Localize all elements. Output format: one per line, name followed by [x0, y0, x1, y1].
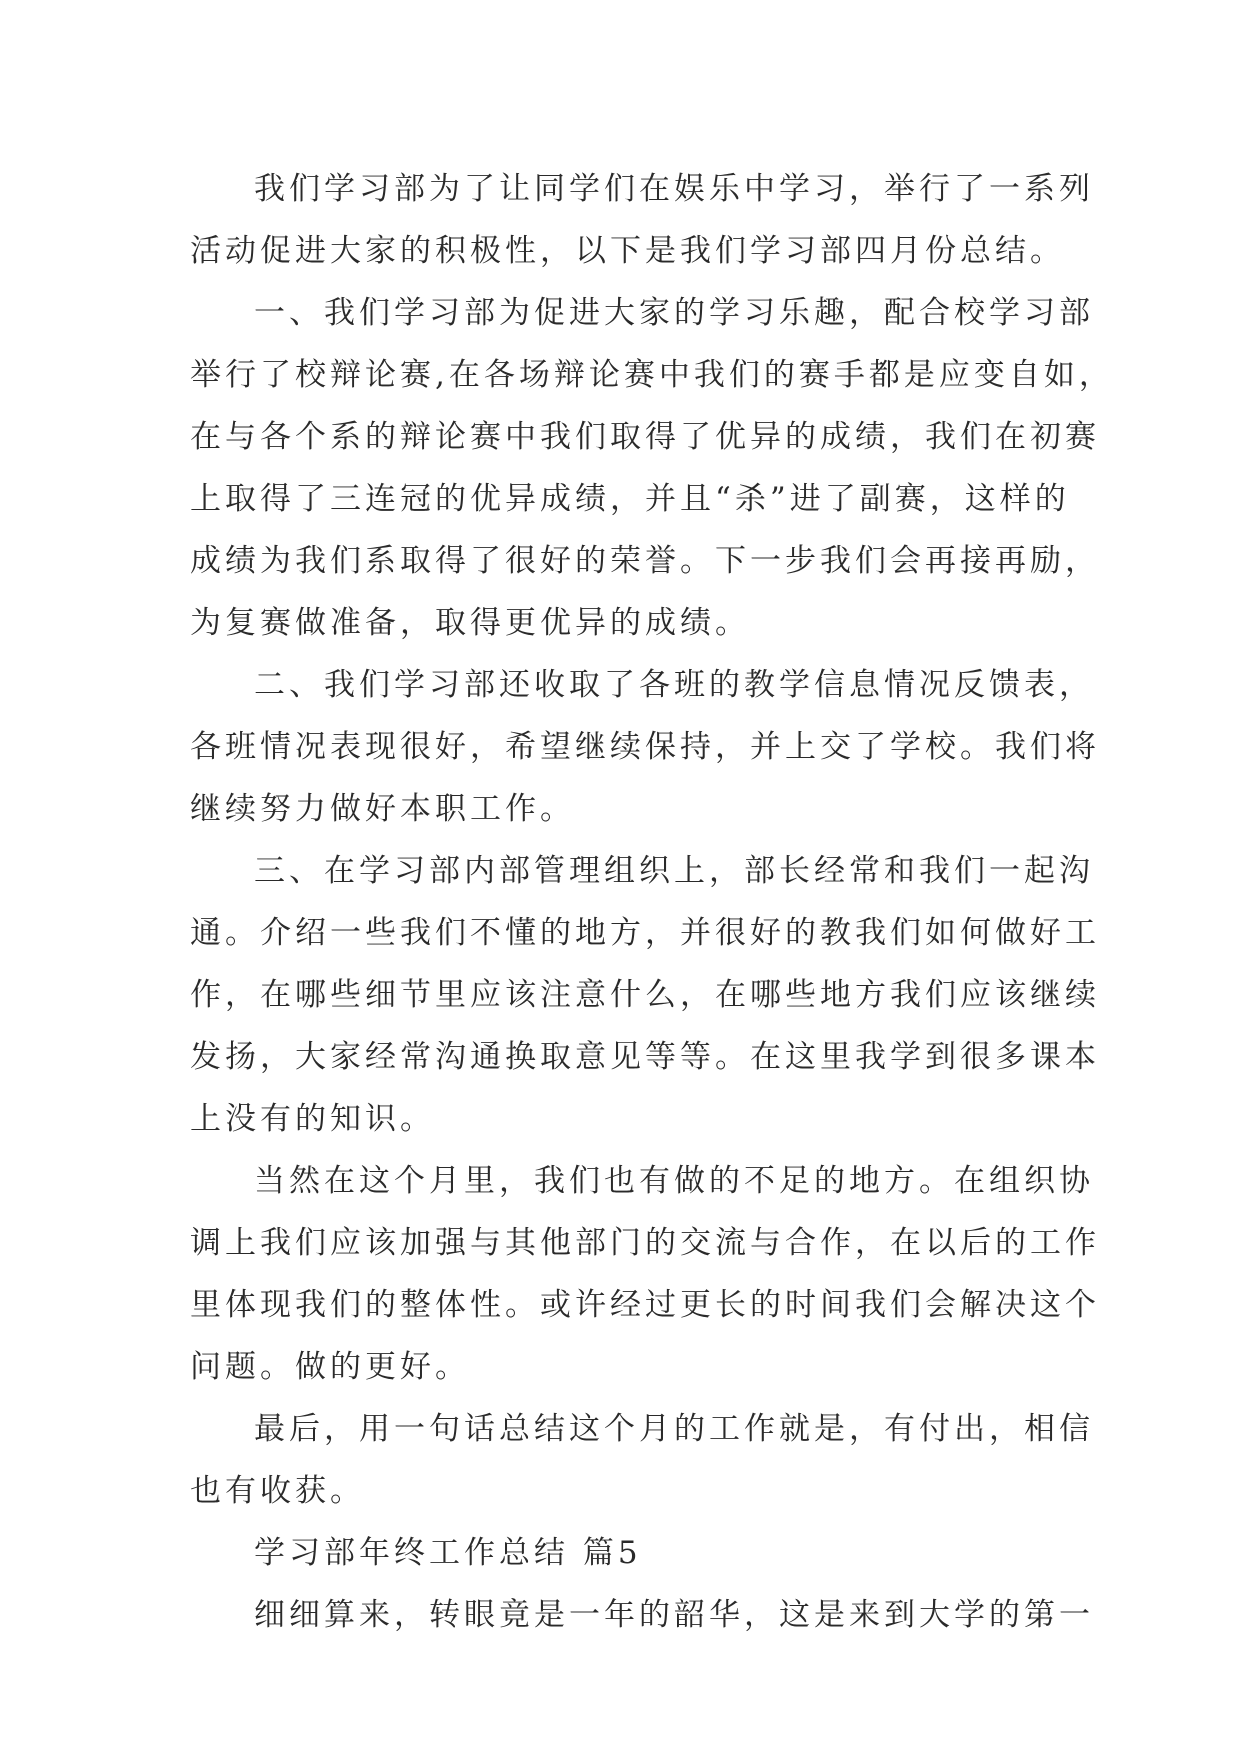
paragraph-line: 当然在这个月里，我们也有做的不足的地方。在组织协: [254, 1163, 1094, 1199]
paragraph-line: 成绩为我们系取得了很好的荣誉。下一步我们会再接再励，: [190, 543, 1100, 579]
paragraph-line: 通。介绍一些我们不懂的地方，并很好的教我们如何做好工: [190, 915, 1100, 951]
paragraph-line: 上没有的知识。: [190, 1101, 435, 1137]
paragraph-line: 上取得了三连冠的优异成绩，并且“杀”进了副赛，这样的: [190, 481, 1070, 517]
paragraph-line: 调上我们应该加强与其他部门的交流与合作，在以后的工作: [190, 1225, 1100, 1261]
section-heading: 学习部年终工作总结 篇5: [254, 1535, 642, 1571]
paragraph-line: 我们学习部为了让同学们在娱乐中学习，举行了一系列: [254, 171, 1094, 207]
paragraph-line: 也有收获。: [190, 1473, 365, 1509]
paragraph-line: 二、我们学习部还收取了各班的教学信息情况反馈表，: [254, 667, 1094, 703]
paragraph-line: 继续努力做好本职工作。: [190, 791, 575, 827]
paragraph-line: 作，在哪些细节里应该注意什么，在哪些地方我们应该继续: [190, 977, 1100, 1013]
paragraph-line: 三、在学习部内部管理组织上，部长经常和我们一起沟: [254, 853, 1094, 889]
document-body: [190, 158, 1114, 1646]
paragraph-line: 活动促进大家的积极性，以下是我们学习部四月份总结。: [190, 233, 1065, 269]
paragraph-line: 最后，用一句话总结这个月的工作就是，有付出，相信: [254, 1411, 1094, 1447]
paragraph-line: 一、我们学习部为促进大家的学习乐趣，配合校学习部: [254, 295, 1094, 331]
paragraph-line: 细细算来，转眼竟是一年的韶华，这是来到大学的第一: [254, 1597, 1094, 1633]
paragraph-line: 举行了校辩论赛,在各场辩论赛中我们的赛手都是应变自如，: [190, 357, 1114, 393]
paragraph-line: 里体现我们的整体性。或许经过更长的时间我们会解决这个: [190, 1287, 1100, 1323]
paragraph-line: 各班情况表现很好，希望继续保持，并上交了学校。我们将: [190, 729, 1100, 765]
paragraph-line: 问题。做的更好。: [190, 1349, 470, 1385]
paragraph-line: 在与各个系的辩论赛中我们取得了优异的成绩，我们在初赛: [190, 419, 1100, 455]
paragraph-line: 发扬，大家经常沟通换取意见等等。在这里我学到很多课本: [190, 1039, 1100, 1075]
paragraph-line: 为复赛做准备，取得更优异的成绩。: [190, 605, 750, 641]
